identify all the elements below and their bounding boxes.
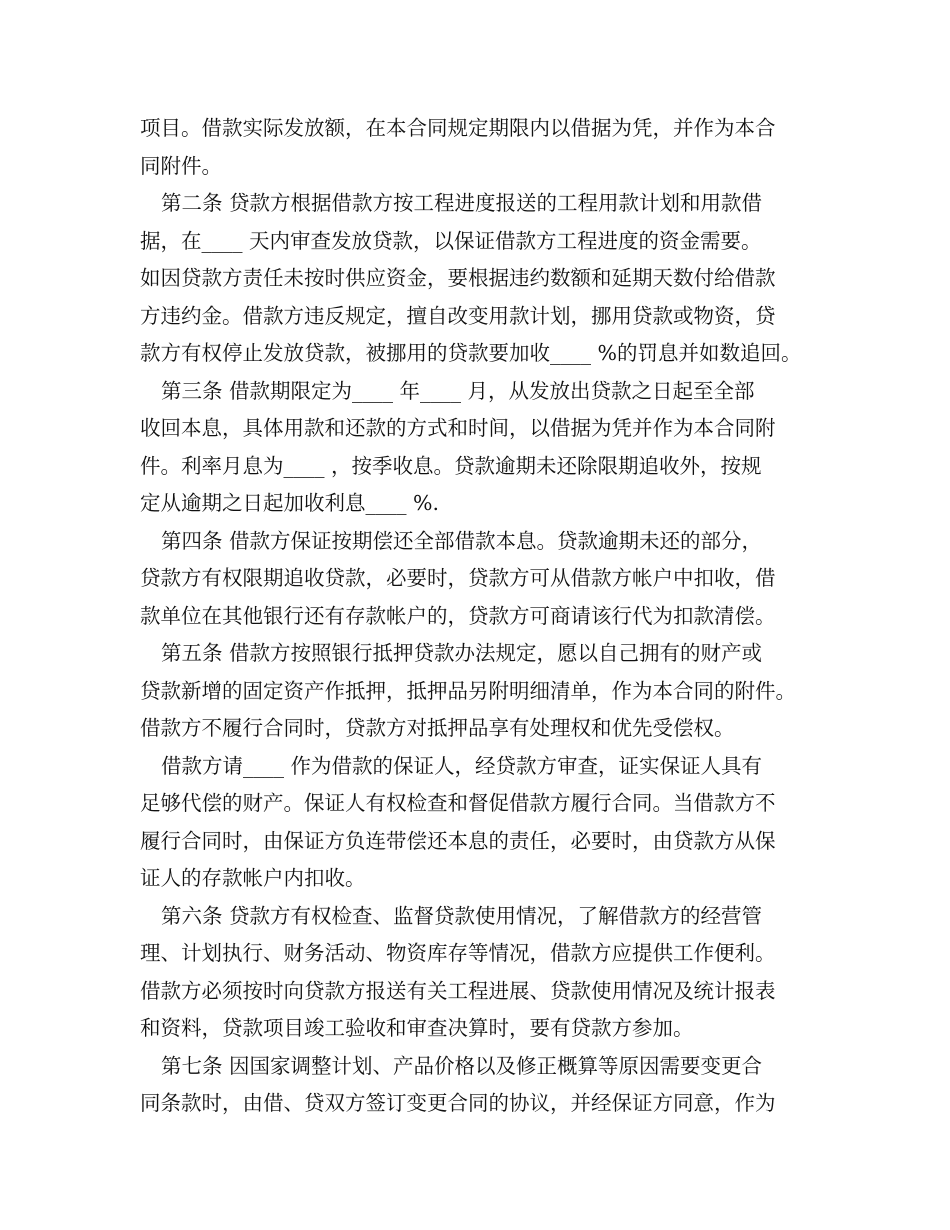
text-line: 贷款新增的固定资产作抵押，抵押品另附明细清单，作为本合同的附件。 bbox=[140, 678, 796, 703]
article-3-line: 第三条 借款期限定为____ 年____ 月，从发放出贷款之日起至全部 bbox=[161, 378, 755, 403]
text-line: 款方有权停止发放贷款，被挪用的贷款要加收____ %的罚息并如数追回。 bbox=[140, 341, 802, 365]
text-line: 同条款时，由借、贷双方签订变更合同的协议，并经保证方同意，作为 bbox=[140, 1091, 776, 1115]
text-line: 足够代偿的财产。保证人有权检查和督促借款方履行合同。当借款方不 bbox=[140, 791, 776, 815]
text-line: 件。利率月息为____ ，按季收息。贷款逾期未还除限期追收外，按规 bbox=[140, 453, 762, 478]
text-line: 款单位在其他银行还有存款帐户的，贷款方可商请该行代为扣款清偿。 bbox=[140, 603, 776, 628]
article-2-line: 第二条 贷款方根据借款方按工程进度报送的工程用款计划和用款借 bbox=[161, 191, 763, 215]
text-line: 据，在____ 天内审查发放贷款，以保证借款方工程进度的资金需要。 bbox=[140, 228, 762, 253]
text-line: 定从逾期之日起加收利息____ %. bbox=[140, 491, 440, 515]
article-5-line: 第五条 借款方按照银行抵押贷款办法规定，愿以自己拥有的财产或 bbox=[161, 641, 763, 665]
text-line: 借款方必须按时向贷款方报送有关工程进展、贷款使用情况及统计报表 bbox=[140, 978, 776, 1003]
article-4-line: 第四条 借款方保证按期偿还全部借款本息。贷款逾期未还的部分， bbox=[161, 528, 763, 553]
article-6-line: 第六条 贷款方有权检查、监督贷款使用情况，了解借款方的经营管 bbox=[161, 903, 763, 928]
text-line: 履行合同时，由保证方负连带偿还本息的责任，必要时，由贷款方从保 bbox=[140, 828, 776, 853]
contract-text bbox=[140, 110, 830, 1123]
text-line: 收回本息，具体用款和还款的方式和时间，以借据为凭并作为本合同附 bbox=[140, 416, 776, 440]
guarantor-paragraph-line: 借款方请____ 作为借款的保证人，经贷款方审查，证实保证人具有 bbox=[161, 753, 763, 778]
text-line: 如因贷款方责任未按时供应资金，要根据违约数额和延期天数付给借款 bbox=[140, 266, 776, 290]
text-line: 贷款方有权限期追收贷款，必要时，贷款方可从借款方帐户中扣收，借 bbox=[140, 566, 776, 590]
text-line: 项目。借款实际发放额，在本合同规定期限内以借据为凭，并作为本合 bbox=[140, 116, 776, 140]
text-line: 借款方不履行合同时，贷款方对抵押品享有处理权和优先受偿权。 bbox=[140, 716, 735, 740]
text-line: 方违约金。借款方违反规定，擅自改变用款计划，挪用贷款或物资，贷 bbox=[140, 303, 776, 328]
text-line: 和资料，贷款项目竣工验收和审查决算时，要有贷款方参加。 bbox=[140, 1016, 694, 1040]
text-line: 理、计划执行、财务活动、物资库存等情况，借款方应提供工作便利。 bbox=[140, 941, 776, 965]
article-7-line: 第七条 因国家调整计划、产品价格以及修正概算等原因需要变更合 bbox=[161, 1053, 763, 1078]
text-line: 证人的存款帐户内扣收。 bbox=[140, 866, 366, 890]
text-line: 同附件。 bbox=[140, 153, 222, 178]
